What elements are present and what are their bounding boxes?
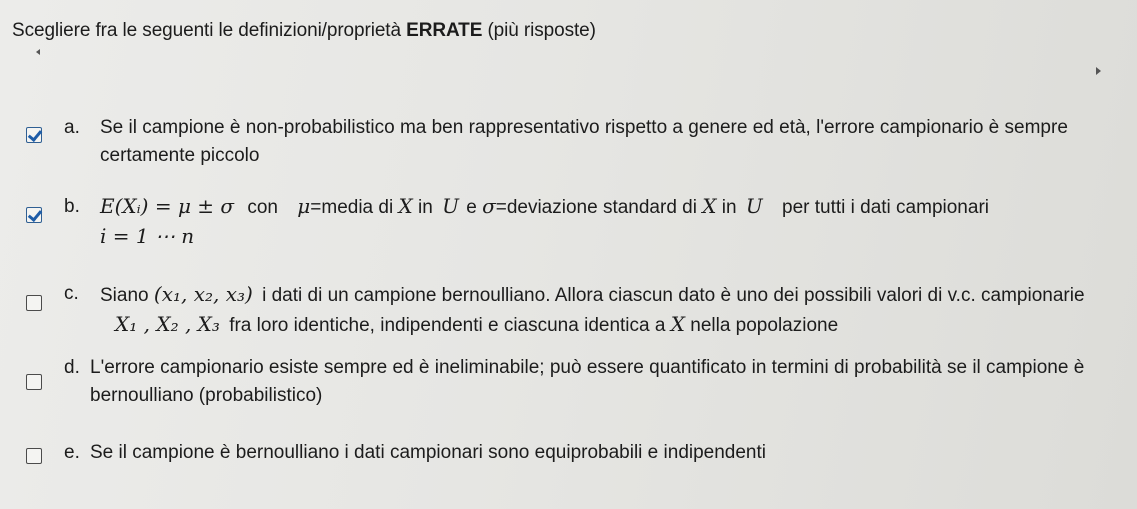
option-b-line1	[100, 194, 989, 219]
option-c-text3: nella popolazione	[690, 315, 839, 336]
option-b-dev: =deviazione standard di	[495, 197, 697, 218]
option-b-mu: μ	[297, 194, 311, 218]
option-b-x: X	[398, 194, 413, 218]
option-e-line1: Se il campione è bernoulliano i dati campionari sono equiprobabili e indipendenti	[90, 442, 767, 463]
option-c-siano: Siano	[100, 285, 149, 306]
question-emphasis: ERRATE	[406, 20, 483, 41]
option-c-x: X	[670, 312, 685, 336]
option-d-letter: d.	[64, 357, 80, 378]
option-c-text1: i dati di un campione bernoulliano. Allora ciascun dato è uno dei possibili valori di v.c. campionarie	[262, 285, 1085, 306]
option-c-line1	[100, 282, 1085, 307]
scroll-left-arrow-icon[interactable]	[36, 49, 40, 55]
option-b-e: e	[466, 197, 477, 218]
option-b-in: in	[418, 197, 433, 218]
option-e-checkbox[interactable]	[26, 448, 42, 464]
option-d-line1: L'errore campionario esiste sempre ed è ineliminabile; può essere quantificato in termini di probabilità se il campione è	[90, 357, 1085, 378]
option-d-checkbox[interactable]	[26, 374, 42, 390]
option-a-line1: Se il campione è non-probabilistico ma ben rappresentativo rispetto a genere ed età, l'errore campionario è sempre	[100, 117, 1068, 138]
option-a-letter: a.	[64, 117, 80, 138]
option-b-sigma: σ	[482, 194, 496, 218]
option-c-checkbox[interactable]	[26, 295, 42, 311]
option-a-line2: certamente piccolo	[100, 145, 260, 166]
option-a-checkbox[interactable]	[26, 127, 42, 143]
option-b-con: con	[247, 197, 278, 218]
option-b-tail: per tutti i dati campionari	[782, 197, 989, 218]
option-b-u2: U	[745, 194, 763, 218]
option-b-x2: X	[702, 194, 717, 218]
option-b-checkbox[interactable]	[26, 207, 42, 223]
option-c-letter: c.	[64, 283, 79, 304]
question-text	[12, 20, 596, 42]
scroll-right-arrow-icon[interactable]	[1096, 67, 1101, 75]
question-suffix: (più risposte)	[487, 20, 596, 41]
option-c-vars: X₁ , X₂ , X₃	[115, 312, 220, 336]
option-d-line2: bernoulliano (probabilistico)	[90, 385, 323, 406]
option-b-media: =media di	[310, 197, 394, 218]
option-b-letter: b.	[64, 196, 80, 217]
option-b-in2: in	[721, 197, 737, 218]
option-c-line2	[115, 312, 838, 337]
option-b-u: U	[442, 194, 459, 218]
option-c-text2: fra loro identiche, indipendenti e ciascuna identica a	[229, 315, 666, 336]
question-prefix: Scegliere fra le seguenti le definizioni/proprietà	[12, 20, 401, 41]
option-b-formula: E(Xᵢ) = μ ± σ	[100, 194, 235, 218]
option-e-letter: e.	[64, 442, 80, 463]
option-b-line2: i = 1 ⋯ n	[100, 224, 195, 248]
option-c-tuple: (x₁, x₂, x₃)	[153, 282, 253, 306]
